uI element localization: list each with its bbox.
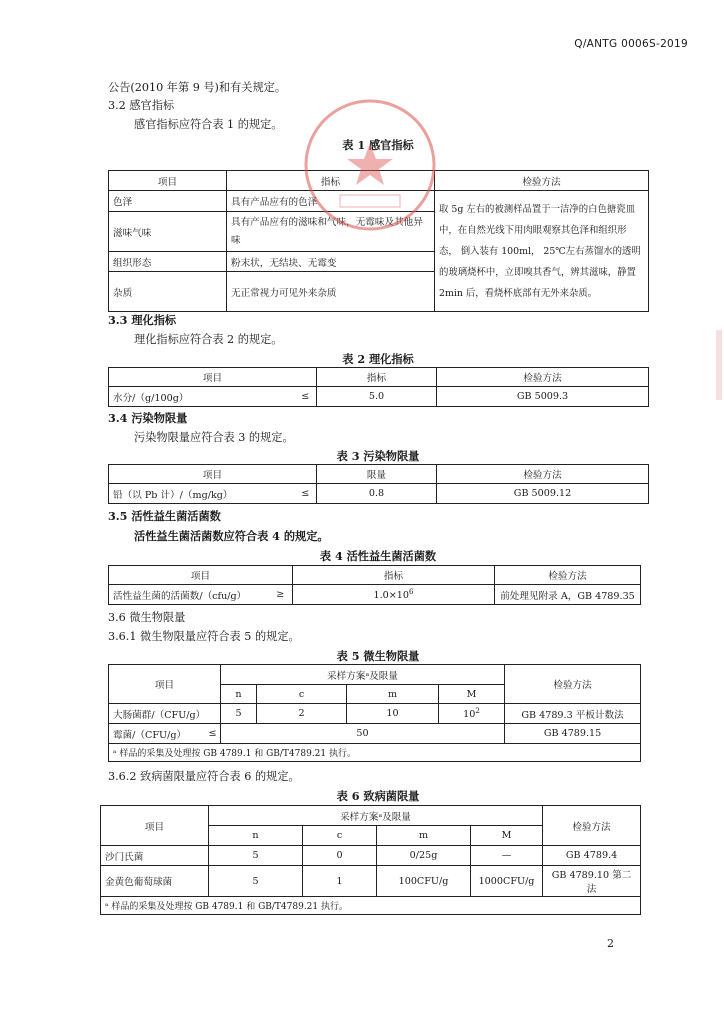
t5-header-n: n xyxy=(221,685,257,704)
t5-row-mold-operator: ≤ xyxy=(205,724,221,744)
t3-header-item: 项目 xyxy=(109,465,317,484)
table-6-caption: 表 6 致病菌限量 xyxy=(336,789,420,803)
section-3-3-text: 理化指标应符合表 2 的规定。 xyxy=(134,333,283,346)
t6-row-staph-M: 1000CFU/g xyxy=(471,866,543,897)
t1-row-impurity-item: 杂质 xyxy=(109,272,227,312)
t4-row-item: 活性益生菌的活菌数/（cfu/g） xyxy=(109,585,269,605)
t6-header-method: 检验方法 xyxy=(543,806,641,846)
page-number: 2 xyxy=(607,937,614,950)
t5-header-method: 检验方法 xyxy=(505,665,641,704)
t5-row-coliform-m: 10 xyxy=(347,704,439,724)
t1-row-color-item: 色泽 xyxy=(109,191,227,212)
t4-row-operator: ≥ xyxy=(269,585,293,605)
t5-header-m: m xyxy=(347,685,439,704)
t6-row-staph-c: 1 xyxy=(303,866,377,897)
t4-header-method: 检验方法 xyxy=(495,566,641,585)
section-3-2-title: 3.2 感官指标 xyxy=(108,99,175,112)
t2-row-item: 水分/（g/100g） xyxy=(109,387,295,407)
t6-row-staph-n: 5 xyxy=(209,866,303,897)
t3-row-method: GB 5009.12 xyxy=(437,484,649,504)
t6-row-salmonella-method: GB 4789.4 xyxy=(543,846,641,866)
t1-header-method: 检验方法 xyxy=(435,171,649,191)
table-5-caption: 表 5 微生物限量 xyxy=(336,649,420,663)
t5-coliform-M-exponent: 2 xyxy=(475,706,480,715)
section-3-3-title: 3.3 理化指标 xyxy=(108,313,177,327)
t1-row-form-index: 粉末状，无结块、无霉变 xyxy=(227,252,435,272)
t2-header-method: 检验方法 xyxy=(437,368,649,387)
section-3-4-text: 污染物限量应符合表 3 的规定。 xyxy=(134,431,294,444)
t5-row-coliform-item: 大肠菌群/（CFU/g） xyxy=(109,704,221,724)
t1-row-color-index: 具有产品应有的色泽 xyxy=(227,191,435,212)
t6-row-salmonella-M: — xyxy=(471,846,543,866)
t4-header-index: 指标 xyxy=(293,566,495,585)
t6-header-M: M xyxy=(471,826,543,846)
t5-row-mold-limit: 50 xyxy=(221,724,505,744)
t6-row-staph-item: 金黄色葡萄球菌 xyxy=(101,866,209,897)
t2-row-method: GB 5009.3 xyxy=(437,387,649,407)
table-4-probiotics xyxy=(108,565,641,605)
t3-header-method: 检验方法 xyxy=(437,465,649,484)
t5-row-coliform-method: GB 4789.3 平板计数法 xyxy=(505,704,641,724)
t1-row-form-item: 组织形态 xyxy=(109,252,227,272)
t5-header-c: c xyxy=(257,685,347,704)
t6-header-m: m xyxy=(377,826,471,846)
section-3-5-title: 3.5 活性益生菌活菌数 xyxy=(108,509,221,523)
t6-row-salmonella-c: 0 xyxy=(303,846,377,866)
table-3-contaminants xyxy=(108,464,649,504)
t5-row-coliform-M xyxy=(439,704,505,724)
t1-header-item: 项目 xyxy=(109,171,227,191)
table-2-physchem xyxy=(108,367,649,407)
t6-header-item: 项目 xyxy=(101,806,209,846)
intro-line: 公告(2010 年第 9 号)和有关规定。 xyxy=(108,81,287,94)
table-5-microbial xyxy=(108,664,641,762)
t5-header-item: 项目 xyxy=(109,665,221,704)
t2-header-item: 项目 xyxy=(109,368,317,387)
t2-row-value: 5.0 xyxy=(317,387,437,407)
t4-value-exponent: 6 xyxy=(409,587,414,596)
t6-header-c: c xyxy=(303,826,377,846)
t4-header-item: 项目 xyxy=(109,566,293,585)
t3-row-item: 铅（以 Pb 计）/（mg/kg） xyxy=(109,484,295,504)
t3-row-operator: ≤ xyxy=(295,484,317,504)
t1-row-impurity-index: 无正常视力可见外来杂质 xyxy=(227,272,435,312)
t6-header-plan: 采样方案ᵃ及限量 xyxy=(209,806,543,826)
t2-row-operator: ≤ xyxy=(295,387,317,407)
table-4-caption: 表 4 活性益生菌活菌数 xyxy=(319,549,437,563)
section-3-6-2-text: 3.6.2 致病菌限量应符合表 6 的规定。 xyxy=(108,770,300,783)
section-3-2-text: 感官指标应符合表 1 的规定。 xyxy=(134,118,283,131)
t1-row-taste-index: 具有产品应有的滋味和气味，无霉味及其他异味 xyxy=(227,212,435,252)
section-3-6-1-text: 3.6.1 微生物限量应符合表 5 的规定。 xyxy=(108,630,300,643)
t6-row-staph-method: GB 4789.10 第二法 xyxy=(543,866,641,897)
section-3-6-title: 3.6 微生物限量 xyxy=(108,611,186,624)
t5-footnote: ᵃ 样品的采集及处理按 GB 4789.1 和 GB/T4789.21 执行。 xyxy=(109,744,641,762)
t5-coliform-M-base: 10 xyxy=(463,709,476,721)
t1-row-taste-item: 滋味气味 xyxy=(109,212,227,252)
t3-row-value: 0.8 xyxy=(317,484,437,504)
t5-header-plan: 采样方案ᵃ及限量 xyxy=(221,665,505,685)
t6-row-salmonella-m: 0/25g xyxy=(377,846,471,866)
table-6-pathogens xyxy=(100,805,641,915)
t1-header-index: 指标 xyxy=(227,171,435,191)
table-3-caption: 表 3 污染物限量 xyxy=(336,449,420,463)
section-3-4-title: 3.4 污染物限量 xyxy=(108,411,188,425)
t5-row-coliform-c: 2 xyxy=(257,704,347,724)
table-1-caption: 表 1 感官指标 xyxy=(342,138,414,152)
scan-edge-mark xyxy=(714,330,724,400)
t5-row-coliform-n: 5 xyxy=(221,704,257,724)
t6-header-n: n xyxy=(209,826,303,846)
t1-method-text: 取 5g 左右的被测样品置于一洁净的白色搪瓷皿中，在自然光线下用肉眼观察其色泽和组织形态， 倒入装有 100ml， 25℃左右蒸馏水的透明的玻璃烧杯中，立即嗅其香气，辨其滋味，静置 2min 后，看烧杯底部有无外来杂质。 xyxy=(435,191,649,312)
t6-row-salmonella-n: 5 xyxy=(209,846,303,866)
t6-row-staph-m: 100CFU/g xyxy=(377,866,471,897)
t4-value-base: 1.0×10 xyxy=(373,590,410,602)
t3-header-limit: 限量 xyxy=(317,465,437,484)
t6-row-salmonella-item: 沙门氏菌 xyxy=(101,846,209,866)
t6-footnote: ᵃ 样品的采集及处理按 GB 4789.1 和 GB/T4789.21 执行。 xyxy=(101,897,641,915)
t2-header-index: 指标 xyxy=(317,368,437,387)
t5-row-mold-item: 霉菌/（CFU/g） xyxy=(109,724,205,744)
t5-row-mold-method: GB 4789.15 xyxy=(505,724,641,744)
table-1-sensory xyxy=(108,170,649,312)
table-2-caption: 表 2 理化指标 xyxy=(342,352,414,366)
t4-row-method: 前处理见附录 A，GB 4789.35 xyxy=(495,585,641,605)
document-code: Q/ANTG 0006S-2019 xyxy=(574,38,688,50)
t5-header-M: M xyxy=(439,685,505,704)
t4-row-value xyxy=(293,585,495,605)
section-3-5-text: 活性益生菌活菌数应符合表 4 的规定。 xyxy=(134,529,329,543)
